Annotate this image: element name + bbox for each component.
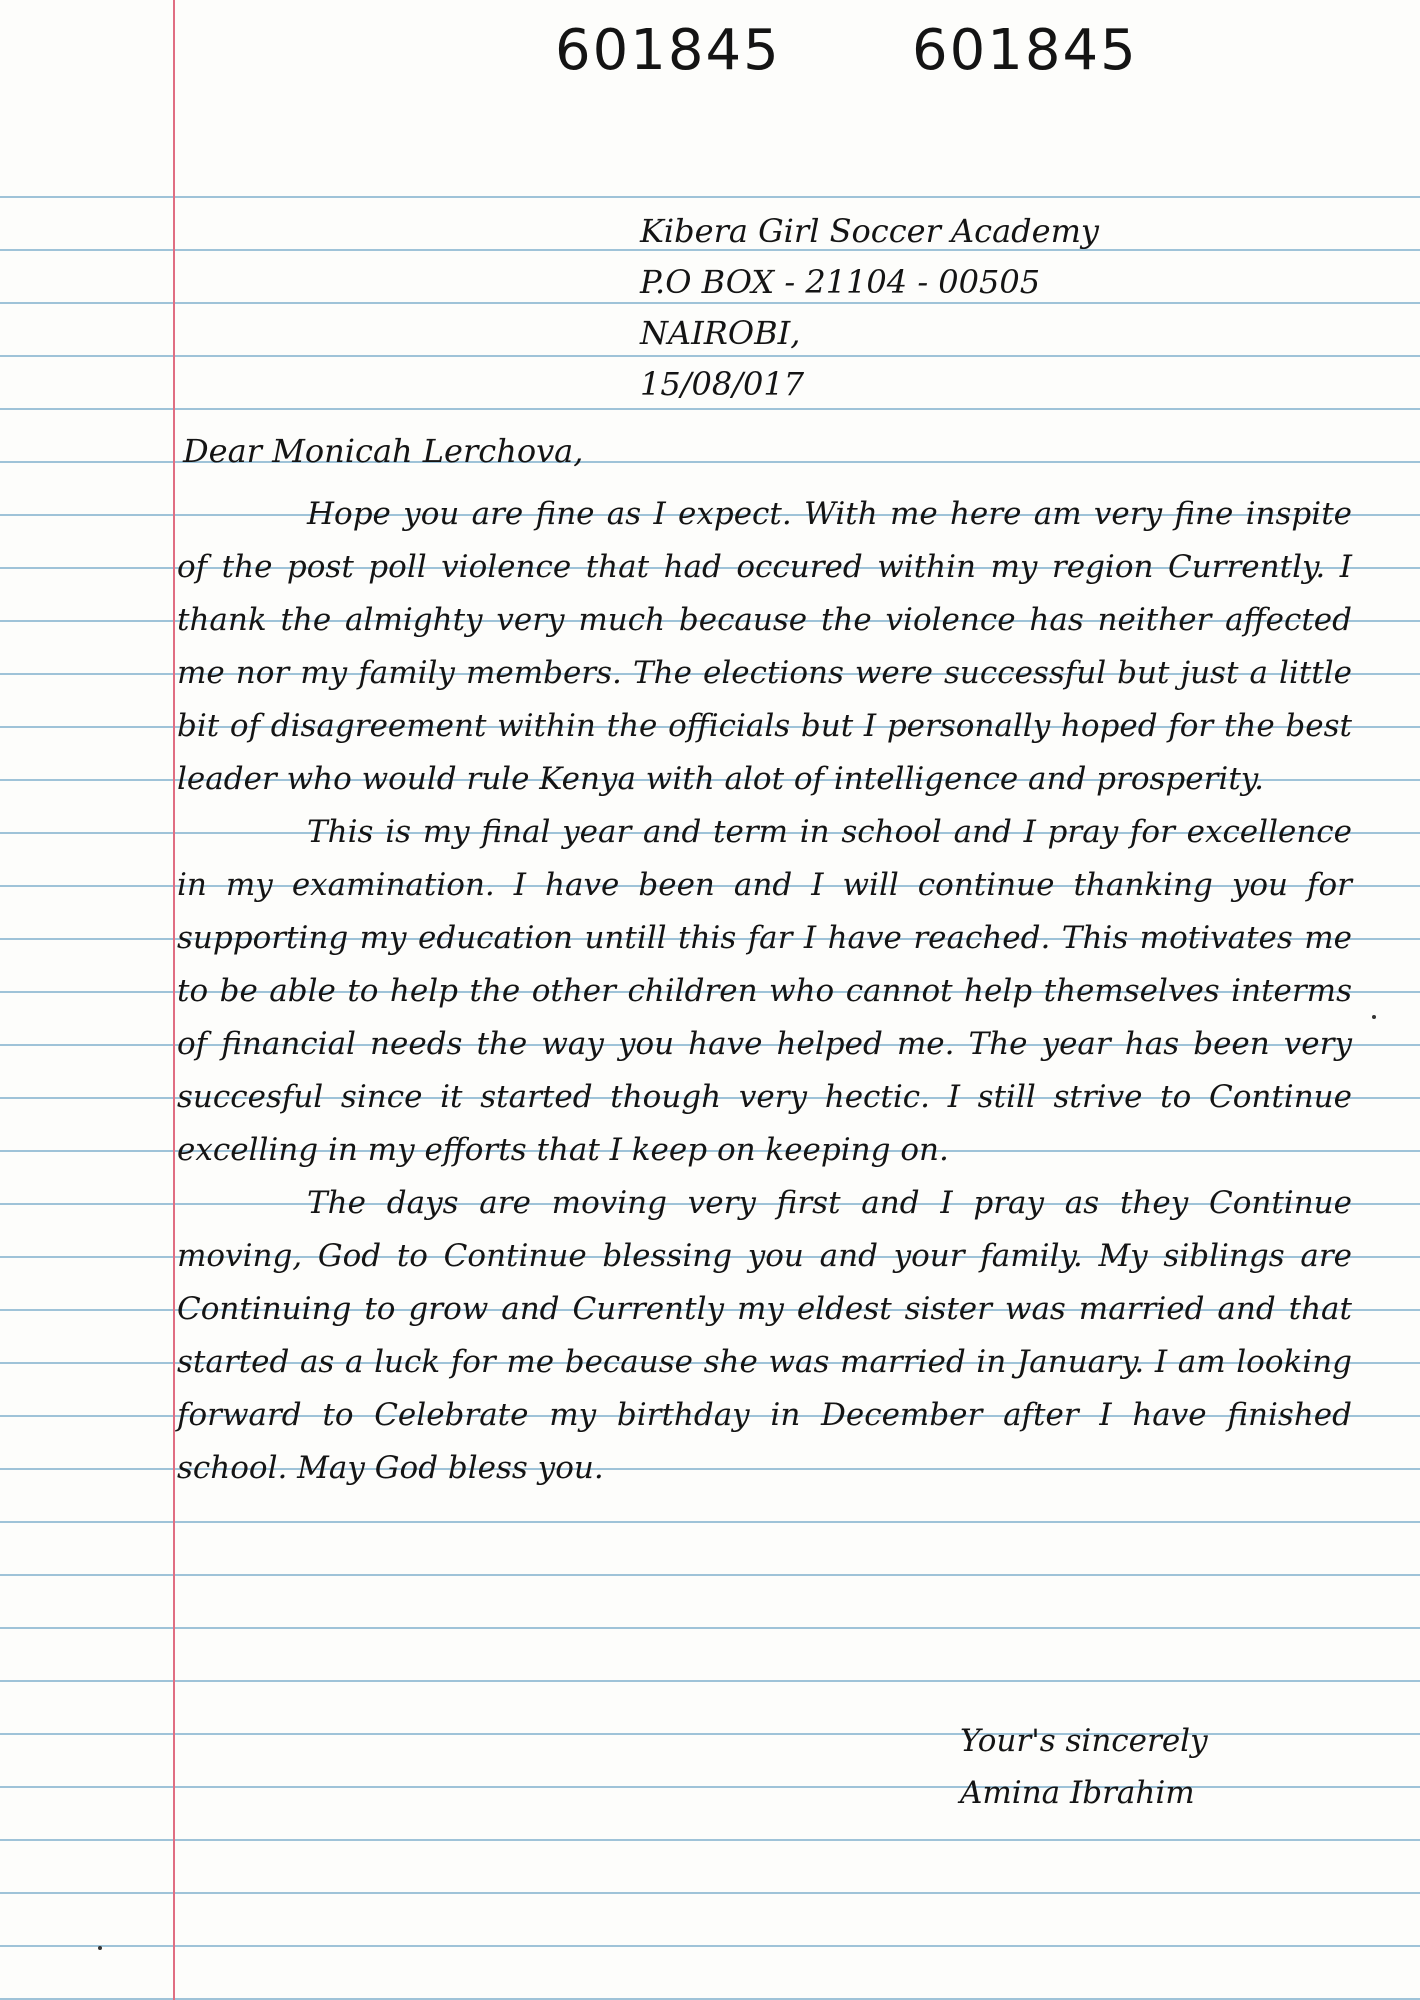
ink-speck	[1372, 1015, 1376, 1019]
paragraph: The days are moving very first and I pray as they Continue moving, God to Continue blessing you and your family. My siblings are Continuing to grow and Currently my eldest sister was married and that started as a luck for me because she was married in January. I am looking forward to Celebrate my birthday in December after I have finished school. May God bless you.	[177, 1185, 1352, 1486]
paragraph: This is my final year and term in school and I pray for excellence in my examination. I have been and I will continue thanking you for supporting my education untill this far I have reached. This motivates me to be able to help the other children who cannot help themselves interms of financial needs the way you have helped me. The year has been very succesful since it started though very hectic. I still strive to Continue excelling in my efforts that I keep on keeping on.	[177, 814, 1352, 1168]
greeting: Dear Monicah Lerchova,	[183, 432, 584, 470]
valediction: Your's sincerely	[960, 1723, 1208, 1759]
ink-speck	[98, 1946, 102, 1950]
signature: Amina Ibrahim	[960, 1775, 1195, 1811]
paragraph: Hope you are fine as I expect. With me here am very fine inspite of the post poll violence that had occured within my region Currently. I thank the almighty very much because the violence has neither affected me nor my family members. The elections were successful but just a little bit of disagreement within the officials but I personally hoped for the best leader who would rule Kenya with alot of intelligence and prosperity.	[177, 496, 1352, 797]
sender-address	[640, 206, 1099, 410]
address-line: NAIROBI,	[640, 314, 801, 352]
margin-line	[173, 0, 175, 2000]
letter-date: 15/08/017	[640, 365, 805, 403]
reference-number: 601845	[555, 18, 781, 83]
letter-body	[177, 488, 1352, 1495]
closing	[960, 1715, 1208, 1819]
address-line: P.O BOX - 21104 - 00505	[640, 263, 1041, 301]
address-line: Kibera Girl Soccer Academy	[640, 212, 1099, 250]
reference-number: 601845	[912, 18, 1138, 83]
